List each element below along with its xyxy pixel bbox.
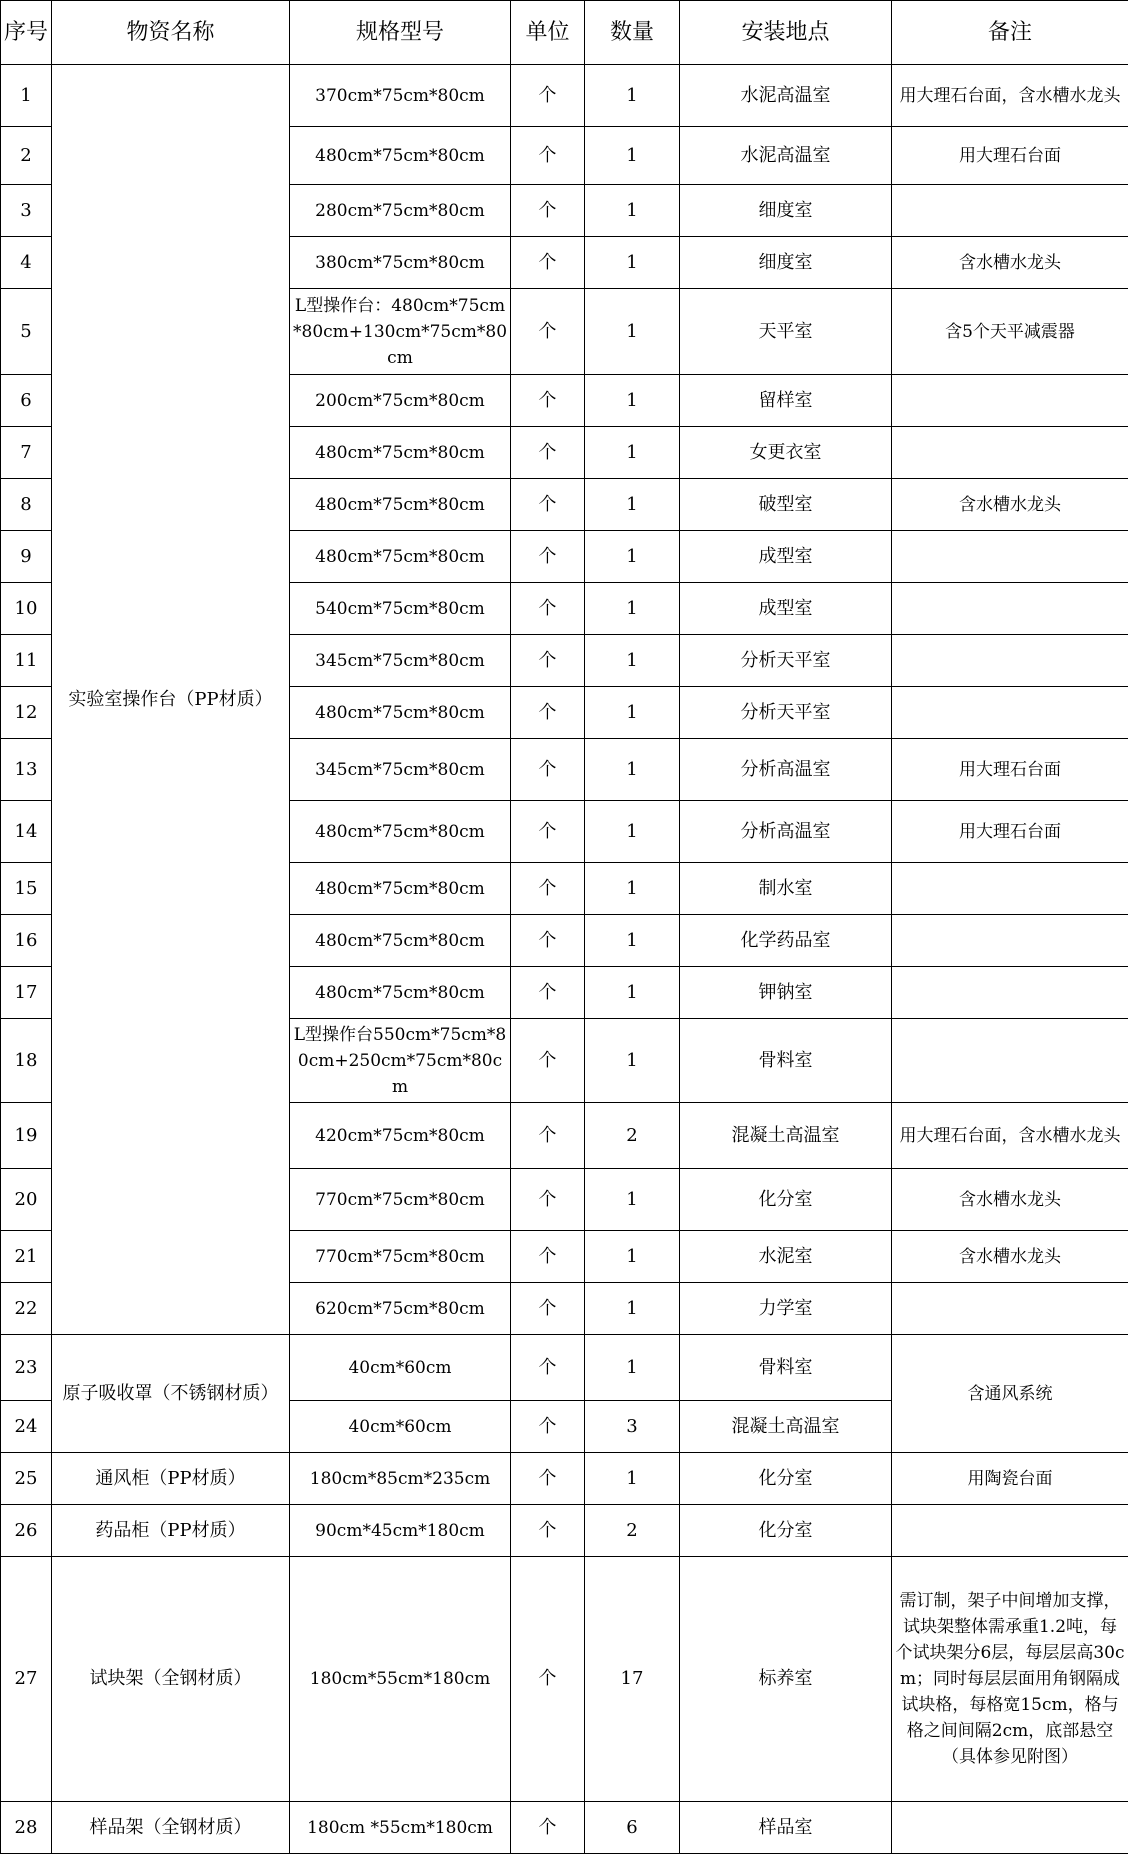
cell-spec: 180cm *55cm*180cm <box>290 1802 511 1854</box>
cell-spec: 280cm*75cm*80cm <box>290 185 511 237</box>
cell-no: 24 <box>1 1401 52 1453</box>
cell-qty: 1 <box>585 1169 680 1231</box>
cell-no: 25 <box>1 1453 52 1505</box>
cell-spec: 480cm*75cm*80cm <box>290 427 511 479</box>
header-spec: 规格型号 <box>290 1 511 65</box>
table-row <box>1 1453 1128 1505</box>
cell-note <box>892 863 1128 915</box>
cell-no: 5 <box>1 289 52 375</box>
cell-qty: 3 <box>585 1401 680 1453</box>
cell-no: 3 <box>1 185 52 237</box>
cell-qty: 1 <box>585 687 680 739</box>
cell-unit: 个 <box>511 739 585 801</box>
cell-spec: 180cm*85cm*235cm <box>290 1453 511 1505</box>
cell-note: 含水槽水龙头 <box>892 479 1128 531</box>
cell-note <box>892 687 1128 739</box>
cell-spec: 540cm*75cm*80cm <box>290 583 511 635</box>
cell-note: 含水槽水龙头 <box>892 1231 1128 1283</box>
cell-name: 试块架（全钢材质） <box>52 1557 290 1802</box>
cell-unit: 个 <box>511 801 585 863</box>
cell-note <box>892 375 1128 427</box>
cell-qty: 17 <box>585 1557 680 1802</box>
cell-unit: 个 <box>511 635 585 687</box>
cell-qty: 1 <box>585 427 680 479</box>
cell-location: 样品室 <box>680 1802 892 1854</box>
cell-location: 骨料室 <box>680 1335 892 1401</box>
cell-no: 26 <box>1 1505 52 1557</box>
cell-spec: 345cm*75cm*80cm <box>290 635 511 687</box>
cell-unit: 个 <box>511 915 585 967</box>
cell-qty: 1 <box>585 185 680 237</box>
cell-no: 16 <box>1 915 52 967</box>
cell-no: 20 <box>1 1169 52 1231</box>
cell-spec: 180cm*55cm*180cm <box>290 1557 511 1802</box>
cell-qty: 1 <box>585 863 680 915</box>
cell-qty: 1 <box>585 635 680 687</box>
cell-unit: 个 <box>511 1505 585 1557</box>
cell-no: 17 <box>1 967 52 1019</box>
cell-qty: 1 <box>585 1283 680 1335</box>
cell-qty: 1 <box>585 915 680 967</box>
cell-no: 19 <box>1 1103 52 1169</box>
cell-unit: 个 <box>511 427 585 479</box>
cell-no: 23 <box>1 1335 52 1401</box>
cell-spec: L型操作台550cm*75cm*80cm+250cm*75cm*80cm <box>290 1019 511 1103</box>
cell-name: 药品柜（PP材质） <box>52 1505 290 1557</box>
cell-name-hood: 原子吸收罩（不锈钢材质） <box>52 1335 290 1453</box>
cell-unit: 个 <box>511 289 585 375</box>
cell-qty: 1 <box>585 967 680 1019</box>
table-row <box>1 1335 1128 1401</box>
table-row <box>1 1557 1128 1802</box>
cell-no: 21 <box>1 1231 52 1283</box>
cell-spec: 480cm*75cm*80cm <box>290 479 511 531</box>
table-row <box>1 1802 1128 1854</box>
cell-note: 用大理石台面 <box>892 801 1128 863</box>
cell-unit: 个 <box>511 1103 585 1169</box>
cell-location: 水泥高温室 <box>680 127 892 185</box>
cell-note: 用大理石台面 <box>892 739 1128 801</box>
cell-unit: 个 <box>511 1453 585 1505</box>
cell-no: 1 <box>1 65 52 127</box>
cell-name: 样品架（全钢材质） <box>52 1802 290 1854</box>
cell-unit: 个 <box>511 1019 585 1103</box>
cell-unit: 个 <box>511 687 585 739</box>
cell-spec: 480cm*75cm*80cm <box>290 687 511 739</box>
cell-qty: 1 <box>585 801 680 863</box>
cell-spec: 380cm*75cm*80cm <box>290 237 511 289</box>
cell-location: 细度室 <box>680 185 892 237</box>
cell-location: 混凝土高温室 <box>680 1401 892 1453</box>
cell-unit: 个 <box>511 863 585 915</box>
cell-note <box>892 967 1128 1019</box>
cell-note <box>892 1802 1128 1854</box>
cell-unit: 个 <box>511 1802 585 1854</box>
cell-note <box>892 1505 1128 1557</box>
cell-location: 成型室 <box>680 531 892 583</box>
cell-location: 钾钠室 <box>680 967 892 1019</box>
cell-location: 标养室 <box>680 1557 892 1802</box>
cell-qty: 2 <box>585 1103 680 1169</box>
cell-spec: 40cm*60cm <box>290 1401 511 1453</box>
cell-location: 化分室 <box>680 1169 892 1231</box>
cell-qty: 1 <box>585 479 680 531</box>
cell-spec: 770cm*75cm*80cm <box>290 1231 511 1283</box>
cell-unit: 个 <box>511 1231 585 1283</box>
table-row <box>1 1505 1128 1557</box>
cell-location: 女更衣室 <box>680 427 892 479</box>
cell-note <box>892 635 1128 687</box>
cell-note <box>892 915 1128 967</box>
cell-location: 化分室 <box>680 1453 892 1505</box>
cell-qty: 1 <box>585 289 680 375</box>
cell-no: 15 <box>1 863 52 915</box>
cell-note-hood: 含通风系统 <box>892 1335 1128 1453</box>
cell-location: 留样室 <box>680 375 892 427</box>
cell-spec: 480cm*75cm*80cm <box>290 801 511 863</box>
cell-note: 含5个天平减震器 <box>892 289 1128 375</box>
cell-no: 7 <box>1 427 52 479</box>
cell-location: 分析天平室 <box>680 687 892 739</box>
cell-location: 分析高温室 <box>680 739 892 801</box>
cell-no: 10 <box>1 583 52 635</box>
cell-note <box>892 531 1128 583</box>
cell-note: 用大理石台面，含水槽水龙头 <box>892 65 1128 127</box>
cell-unit: 个 <box>511 1401 585 1453</box>
cell-qty: 1 <box>585 739 680 801</box>
cell-qty: 2 <box>585 1505 680 1557</box>
cell-unit: 个 <box>511 583 585 635</box>
cell-unit: 个 <box>511 375 585 427</box>
cell-spec: 770cm*75cm*80cm <box>290 1169 511 1231</box>
table-row <box>1 65 1128 127</box>
cell-unit: 个 <box>511 1557 585 1802</box>
header-unit: 单位 <box>511 1 585 65</box>
cell-spec: 40cm*60cm <box>290 1335 511 1401</box>
cell-note <box>892 583 1128 635</box>
cell-spec: 480cm*75cm*80cm <box>290 967 511 1019</box>
cell-location: 水泥室 <box>680 1231 892 1283</box>
cell-unit: 个 <box>511 967 585 1019</box>
cell-note: 含水槽水龙头 <box>892 237 1128 289</box>
cell-location: 力学室 <box>680 1283 892 1335</box>
cell-location: 化分室 <box>680 1505 892 1557</box>
cell-spec: 620cm*75cm*80cm <box>290 1283 511 1335</box>
cell-spec: 480cm*75cm*80cm <box>290 127 511 185</box>
cell-no: 22 <box>1 1283 52 1335</box>
cell-no: 14 <box>1 801 52 863</box>
cell-location: 分析天平室 <box>680 635 892 687</box>
cell-note: 含水槽水龙头 <box>892 1169 1128 1231</box>
cell-name-lab-bench: 实验室操作台（PP材质） <box>52 65 290 1335</box>
cell-qty: 1 <box>585 1231 680 1283</box>
header-qty: 数量 <box>585 1 680 65</box>
cell-no: 12 <box>1 687 52 739</box>
cell-name: 通风柜（PP材质） <box>52 1453 290 1505</box>
cell-note: 需订制，架子中间增加支撑，试块架整体需承重1.2吨，每个试块架分6层，每层层高30cm；同时每层层面用角钢隔成试块格，每格宽15cm，格与格之间间隔2cm，底部悬空（具体参见附图） <box>892 1557 1128 1802</box>
cell-unit: 个 <box>511 1335 585 1401</box>
cell-spec: 420cm*75cm*80cm <box>290 1103 511 1169</box>
cell-location: 制水室 <box>680 863 892 915</box>
cell-unit: 个 <box>511 1169 585 1231</box>
cell-no: 28 <box>1 1802 52 1854</box>
cell-qty: 6 <box>585 1802 680 1854</box>
cell-note: 用陶瓷台面 <box>892 1453 1128 1505</box>
cell-note: 用大理石台面 <box>892 127 1128 185</box>
cell-no: 13 <box>1 739 52 801</box>
cell-note: 用大理石台面，含水槽水龙头 <box>892 1103 1128 1169</box>
cell-spec: L型操作台：480cm*75cm*80cm+130cm*75cm*80cm <box>290 289 511 375</box>
cell-spec: 480cm*75cm*80cm <box>290 915 511 967</box>
cell-qty: 1 <box>585 1335 680 1401</box>
header-row <box>1 1 1128 65</box>
cell-location: 化学药品室 <box>680 915 892 967</box>
cell-location: 细度室 <box>680 237 892 289</box>
cell-qty: 1 <box>585 531 680 583</box>
cell-no: 6 <box>1 375 52 427</box>
cell-qty: 1 <box>585 65 680 127</box>
cell-location: 破型室 <box>680 479 892 531</box>
cell-spec: 90cm*45cm*180cm <box>290 1505 511 1557</box>
header-name: 物资名称 <box>52 1 290 65</box>
cell-qty: 1 <box>585 375 680 427</box>
cell-note <box>892 427 1128 479</box>
cell-unit: 个 <box>511 65 585 127</box>
cell-unit: 个 <box>511 185 585 237</box>
cell-note <box>892 185 1128 237</box>
cell-location: 水泥高温室 <box>680 65 892 127</box>
cell-spec: 370cm*75cm*80cm <box>290 65 511 127</box>
cell-qty: 1 <box>585 237 680 289</box>
cell-note <box>892 1283 1128 1335</box>
cell-unit: 个 <box>511 237 585 289</box>
cell-location: 成型室 <box>680 583 892 635</box>
cell-qty: 1 <box>585 1453 680 1505</box>
cell-no: 8 <box>1 479 52 531</box>
cell-spec: 200cm*75cm*80cm <box>290 375 511 427</box>
cell-unit: 个 <box>511 127 585 185</box>
cell-no: 27 <box>1 1557 52 1802</box>
cell-location: 骨料室 <box>680 1019 892 1103</box>
cell-no: 2 <box>1 127 52 185</box>
header-note: 备注 <box>892 1 1128 65</box>
cell-location: 分析高温室 <box>680 801 892 863</box>
header-no: 序号 <box>1 1 52 65</box>
cell-qty: 1 <box>585 583 680 635</box>
cell-qty: 1 <box>585 1019 680 1103</box>
cell-spec: 345cm*75cm*80cm <box>290 739 511 801</box>
cell-unit: 个 <box>511 531 585 583</box>
cell-unit: 个 <box>511 479 585 531</box>
cell-note <box>892 1019 1128 1103</box>
cell-unit: 个 <box>511 1283 585 1335</box>
cell-spec: 480cm*75cm*80cm <box>290 531 511 583</box>
cell-no: 9 <box>1 531 52 583</box>
cell-no: 4 <box>1 237 52 289</box>
cell-no: 18 <box>1 1019 52 1103</box>
cell-location: 天平室 <box>680 289 892 375</box>
cell-qty: 1 <box>585 127 680 185</box>
cell-spec: 480cm*75cm*80cm <box>290 863 511 915</box>
header-location: 安装地点 <box>680 1 892 65</box>
cell-location: 混凝土高温室 <box>680 1103 892 1169</box>
cell-no: 11 <box>1 635 52 687</box>
